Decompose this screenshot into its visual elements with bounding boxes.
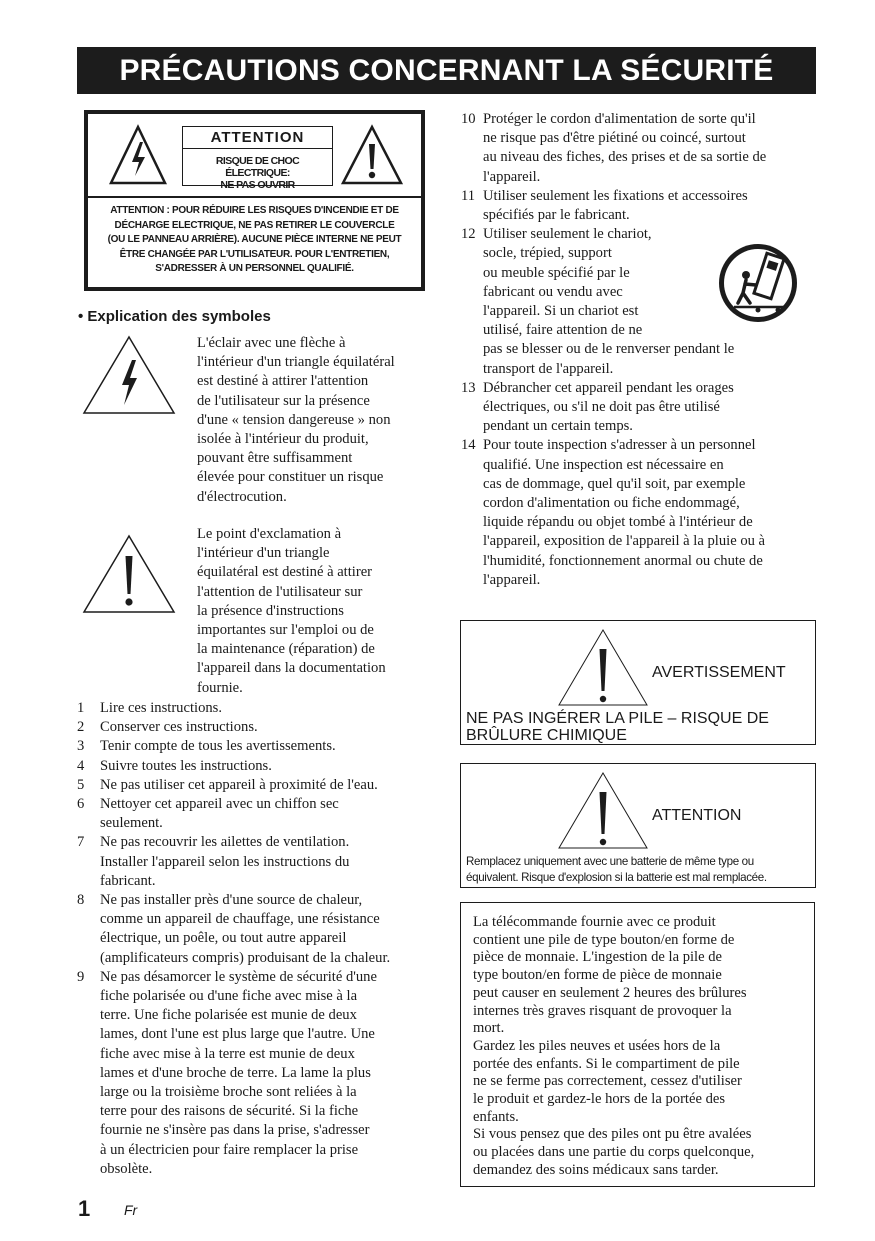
text-line: Si vous pensez que des piles ont pu être avalées — [473, 1126, 752, 1143]
attention-label-title: ATTENTION — [183, 127, 332, 149]
text-line: fabricant ou vendu avec — [483, 283, 623, 300]
list-item — [77, 833, 437, 891]
text-line: lames, dont l'une est plus large que l'autre. Une — [100, 1026, 375, 1043]
list-item — [77, 718, 437, 737]
text-line: seulement. — [100, 815, 163, 832]
exclamation-explanation — [197, 525, 437, 698]
text-line: terre. Une fiche polarisée est munie de deux — [100, 1007, 357, 1024]
text-line: équivalent. Risque d'explosion si la batterie est mal remplacée. — [466, 871, 767, 884]
text-line: de l'utilisateur sur la présence — [197, 392, 370, 409]
text-line: importantes sur l'emploi ou de — [197, 622, 374, 639]
exclamation-triangle-icon — [340, 124, 404, 186]
instructions-list-left — [77, 699, 437, 1179]
text-line: fiche polarisée ou d'une fiche avec mise à la — [100, 988, 358, 1005]
text-line: pas se blesser ou de le renverser pendant le — [483, 341, 735, 358]
attention-label-line: NE PAS OUVRIR — [220, 179, 295, 191]
avertissement-message — [466, 710, 769, 744]
list-item — [77, 795, 437, 833]
text-line: l'intérieur d'un triangle équilatéral — [197, 354, 395, 371]
text-line: liquide répandu ou objet tombé à l'intérieur de — [483, 514, 753, 531]
page-number: 1 — [78, 1196, 91, 1221]
item-number: 7 — [77, 834, 85, 851]
attention-label-line: RISQUE DE CHOC ÉLECTRIQUE: — [215, 155, 300, 179]
cart-tipover-icon — [716, 241, 800, 325]
text-line: Débrancher cet appareil pendant les orages — [483, 379, 734, 396]
text-line: Installer l'appareil selon les instructions du — [100, 853, 350, 870]
text-line: Ne pas utiliser cet appareil à proximité de l'eau. — [100, 776, 378, 793]
text-line: le produit et gardez-le hors de la portée des — [473, 1091, 726, 1108]
text-line: Ne pas installer près d'une source de chaleur, — [100, 892, 363, 909]
exclamation-triangle-icon — [82, 534, 176, 614]
text-line: lames et d'une broche de terre. La lame la plus — [100, 1064, 371, 1081]
attention-message — [466, 854, 767, 886]
lightning-explanation — [197, 334, 437, 507]
text-line: internes très graves risquant de provoquer la — [473, 1002, 732, 1019]
shock-warning-box — [84, 110, 425, 291]
text-line: Suivre toutes les instructions. — [100, 757, 272, 774]
text-line: l'attention de l'utilisateur sur — [197, 583, 363, 600]
avertissement-box — [460, 620, 816, 745]
text-line: terre pour des raisons de sécurité. Si la fiche — [100, 1103, 359, 1120]
text-line: pièce de monnaie. L'ingestion de la pile de — [473, 949, 723, 966]
text-line: pendant un certain temps. — [483, 418, 633, 435]
item-number: 12 — [461, 226, 476, 243]
attention-box — [460, 763, 816, 888]
text-line: ou placées dans une partie du corps quelconque, — [473, 1144, 755, 1161]
text-line: l'appareil, exposition de l'appareil à la pluie ou à — [483, 533, 766, 550]
attention-label — [182, 126, 333, 191]
text-line: NE PAS INGÉRER LA PILE – RISQUE DE — [466, 710, 769, 727]
text-line: Ne pas recouvrir les ailettes de ventilation. — [100, 834, 350, 851]
item-number: 6 — [77, 796, 85, 813]
text-line: contient une pile de type bouton/en forme de — [473, 931, 735, 948]
list-item — [460, 187, 818, 225]
text-line: l'appareil. — [483, 571, 541, 588]
text-line: isolée à l'intérieur du produit, — [197, 431, 369, 448]
item-number: 2 — [77, 719, 85, 736]
warning-text-line: (OU LE PANNEAU ARRIÈRE). AUCUNE PIÈCE INTERNE NE PEUT — [107, 234, 402, 245]
text-line: électriques, ou s'il ne doit pas être utilisé — [483, 399, 720, 416]
text-line: pouvant être suffisamment — [197, 450, 353, 467]
text-line: comme un appareil de chauffage, une résistance — [100, 911, 380, 928]
text-line: fabricant. — [100, 872, 156, 889]
exclamation-triangle-icon — [557, 772, 649, 850]
text-line: utilisé, faire attention de ne — [483, 322, 643, 339]
text-line: obsolète. — [100, 1160, 153, 1177]
text-line: peut causer en seulement 2 heures des brûlures — [473, 984, 747, 1001]
text-line: Tenir compte de tous les avertissements. — [100, 738, 336, 755]
text-line: transport de l'appareil. — [483, 360, 614, 377]
text-line: élevée pour constituer un risque — [197, 469, 384, 486]
text-line: socle, trépied, support — [483, 245, 612, 262]
text-line: L'éclair avec une flèche à — [197, 335, 346, 351]
text-line: Gardez les piles neuves et usées hors de la — [473, 1037, 721, 1054]
text-line: cas de dommage, quel qu'il soit, par exemple — [483, 475, 746, 492]
button-battery-warning-box — [460, 902, 815, 1187]
text-line: l'humidité, fonctionnement anormal ou chute de — [483, 552, 763, 569]
item-number: 4 — [77, 757, 85, 774]
text-line: ou meuble spécifié par le — [483, 264, 630, 281]
text-line: la présence d'instructions — [197, 602, 344, 619]
item-number: 8 — [77, 892, 85, 909]
lightning-triangle-icon — [82, 335, 176, 415]
text-line: mort. — [473, 1020, 505, 1037]
item-number: 11 — [461, 187, 476, 204]
text-line: l'appareil. Si un chariot est — [483, 303, 639, 320]
instructions-list-right — [460, 110, 818, 590]
text-line: électrique, un poêle, ou tout autre appareil — [100, 930, 347, 947]
text-line: La télécommande fournie avec ce produit — [473, 914, 716, 930]
language-code: Fr — [124, 1202, 138, 1218]
text-line: équilatéral est destiné à attirer — [197, 564, 373, 581]
text-line: au niveau des fiches, des prises et de sa sortie de — [483, 149, 767, 166]
page-title: PRÉCAUTIONS CONCERNANT LA SÉCURITÉ — [77, 47, 816, 94]
text-line: d'électrocution. — [197, 488, 287, 505]
list-item — [77, 757, 437, 776]
text-line: Remplacez uniquement avec une batterie de même type ou — [466, 855, 754, 868]
avertissement-label: AVERTISSEMENT — [652, 664, 786, 681]
item-number: 14 — [461, 437, 476, 454]
list-item — [460, 379, 818, 437]
exclamation-triangle-icon — [557, 629, 649, 707]
text-line: ne risque pas d'être piétiné ou coincé, surtout — [483, 130, 746, 147]
text-line: enfants. — [473, 1108, 519, 1125]
text-line: Lire ces instructions. — [100, 700, 222, 716]
text-line: type bouton/en forme de pièce de monnaie — [473, 967, 722, 984]
list-item — [77, 776, 437, 795]
text-line: Utiliser seulement le chariot, — [483, 226, 652, 243]
item-number: 13 — [461, 379, 476, 396]
warning-text-line: ÊTRE CHANGÉE PAR L'UTILISATEUR. POUR L'ENTRETIEN, — [119, 248, 390, 260]
text-line: large ou la troisième broche sont reliées à la — [100, 1084, 357, 1101]
item-number: 10 — [461, 111, 476, 127]
text-line: à un électricien pour faire remplacer la prise — [100, 1141, 359, 1158]
text-line: est destiné à attirer l'attention — [197, 373, 369, 390]
text-line: cordon d'alimentation ou fiche endommagé, — [483, 495, 740, 512]
text-line: la maintenance (réparation) de — [197, 641, 375, 658]
text-line: fiche avec mise à la terre est munie de deux — [100, 1045, 355, 1062]
list-item — [460, 110, 818, 187]
item-number: 3 — [77, 738, 85, 755]
lightning-triangle-icon — [108, 124, 168, 186]
text-line: l'intérieur d'un triangle — [197, 545, 330, 562]
warning-text-line: ATTENTION : POUR RÉDUIRE LES RISQUES D'INCENDIE ET DE — [110, 205, 399, 216]
list-item — [460, 436, 818, 590]
text-line: Le point d'exclamation à — [197, 526, 342, 542]
text-line: l'appareil. — [483, 168, 541, 185]
text-line: qualifié. Une inspection est nécessaire en — [483, 456, 724, 473]
text-line: (amplificateurs compris) produisant de la chaleur. — [100, 949, 391, 966]
list-item — [77, 968, 437, 1179]
text-line: fournie. — [197, 679, 243, 696]
warning-header — [88, 114, 421, 198]
attention-box-label: ATTENTION — [652, 807, 742, 824]
warning-text — [92, 204, 417, 277]
warning-text-line: DÉCHARGE ELECTRIQUE, NE PAS RETIRER LE COUVERCLE — [114, 219, 395, 231]
text-line: BRÛLURE CHIMIQUE — [466, 727, 627, 744]
text-line: Ne pas désamorcer le système de sécurité d'une — [100, 968, 377, 985]
text-line: demandez des soins médicaux sans tarder. — [473, 1161, 719, 1178]
list-item — [77, 737, 437, 756]
text-line: Pour toute inspection s'adresser à un personnel — [483, 437, 756, 454]
text-line: l'appareil dans la documentation — [197, 660, 386, 677]
warning-text-line: S'ADRESSER À UN PERSONNEL QUALIFIÉ. — [155, 263, 354, 274]
text-line: Protéger le cordon d'alimentation de sorte qu'il — [483, 111, 756, 127]
text-line: spécifiés par le fabricant. — [483, 207, 630, 224]
item-number: 5 — [77, 776, 85, 793]
text-line: ne se ferme pas correctement, cessez d'utiliser — [473, 1073, 742, 1090]
text-line: d'une « tension dangereuse » non — [197, 411, 391, 428]
text-line: Conserver ces instructions. — [100, 719, 258, 736]
item-number: 9 — [77, 968, 85, 985]
text-line: portée des enfants. Si le compartiment de pile — [473, 1055, 740, 1072]
text-line: fournie ne s'insère pas dans la prise, s'adresser — [100, 1122, 370, 1139]
list-item — [77, 699, 437, 718]
text-line: Utiliser seulement les fixations et accessoires — [483, 187, 748, 204]
text-line: Nettoyer cet appareil avec un chiffon sec — [100, 796, 339, 813]
symbols-heading: • Explication des symboles — [78, 308, 271, 325]
item-number: 1 — [77, 700, 85, 716]
list-item — [77, 891, 437, 968]
